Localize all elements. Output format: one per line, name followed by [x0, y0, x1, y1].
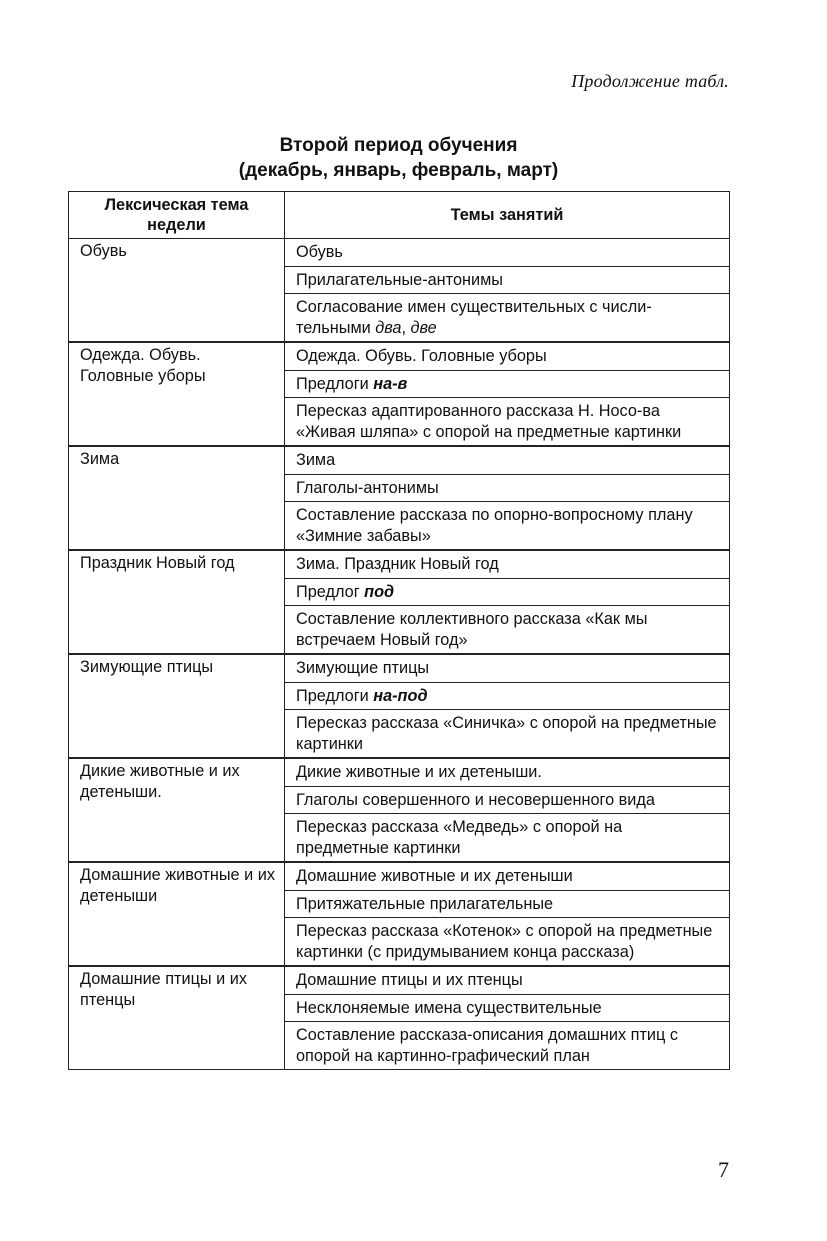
continuation-label: Продолжение табл. [571, 71, 729, 91]
page-number: 7 [718, 1157, 729, 1182]
lesson-cell: Составление рассказа-описания домашних птиц с опорой на картинно-графический план [285, 1022, 730, 1070]
theme-cell: Обувь [69, 239, 285, 343]
lesson-cell [285, 682, 730, 710]
lesson-cell: Одежда. Обувь. Головные уборы [285, 342, 730, 370]
theme-cell: Домашние птицы и их птенцы [69, 966, 285, 1070]
lesson-emphasis: на-под [373, 686, 428, 705]
table-row [69, 758, 730, 786]
lesson-plan-table [68, 191, 730, 1070]
lesson-cell: Составление рассказа по опорно-вопросному плану «Зимние забавы» [285, 502, 730, 551]
lesson-cell: Пересказ рассказа «Котенок» с опорой на предметные картинки (с придумыванием конца рассказа) [285, 918, 730, 967]
lesson-cell: Домашние животные и их детеныши [285, 862, 730, 890]
lesson-text: Предлоги [296, 686, 374, 705]
theme-cell: Праздник Новый год [69, 550, 285, 654]
table-body [69, 239, 730, 1070]
section-title-line1: Второй период обучения [279, 135, 518, 156]
theme-cell: Дикие животные и их детеныши. [69, 758, 285, 862]
theme-cell: Домашние животные и их детеныши [69, 862, 285, 966]
table-row [69, 446, 730, 474]
theme-cell: Одежда. Обувь. Головные уборы [69, 342, 285, 446]
table-row [69, 342, 730, 370]
theme-cell: Зима [69, 446, 285, 550]
table-row [69, 966, 730, 994]
lesson-emphasis: на-в [373, 374, 408, 393]
lesson-emphasis: под [364, 582, 395, 601]
lesson-cell [285, 294, 730, 343]
lesson-cell [285, 370, 730, 398]
lesson-text: , [401, 318, 411, 337]
lesson-cell: Обувь [285, 239, 730, 267]
lesson-cell: Зима. Праздник Новый год [285, 550, 730, 578]
theme-cell: Зимующие птицы [69, 654, 285, 758]
lesson-cell: Пересказ рассказа «Медведь» с опорой на предметные картинки [285, 814, 730, 863]
lesson-cell: Притяжательные прилагательные [285, 890, 730, 918]
lesson-italic: две [410, 318, 437, 337]
lesson-cell: Составление коллективного рассказа «Как мы встречаем Новый год» [285, 606, 730, 655]
table-row [69, 550, 730, 578]
lesson-cell: Глаголы-антонимы [285, 474, 730, 502]
lesson-cell [285, 578, 730, 606]
table-row [69, 654, 730, 682]
lesson-cell: Прилагательные-антонимы [285, 266, 730, 294]
col-header-lessons: Темы занятий [285, 192, 730, 239]
lesson-cell: Пересказ адаптированного рассказа Н. Носо-ва «Живая шляпа» с опорой на предметные картинки [285, 398, 730, 447]
col-header-theme: Лексическая тема недели [69, 192, 285, 239]
lesson-cell: Зима [285, 446, 730, 474]
lesson-text: Предлоги [296, 374, 374, 393]
lesson-cell: Глаголы совершенного и несовершенного вида [285, 786, 730, 814]
table-row [69, 239, 730, 267]
lesson-text: Предлог [296, 582, 365, 601]
lesson-cell: Домашние птицы и их птенцы [285, 966, 730, 994]
lesson-text: Согласование имен существительных с числи-тельными [296, 298, 652, 337]
lesson-cell: Пересказ рассказа «Синичка» с опорой на предметные картинки [285, 710, 730, 759]
lesson-cell: Зимующие птицы [285, 654, 730, 682]
section-title-line2: (декабрь, январь, февраль, март) [238, 160, 559, 181]
lesson-cell: Несклоняемые имена существительные [285, 994, 730, 1022]
lesson-italic: два [375, 318, 402, 337]
table-row [69, 862, 730, 890]
section-title [0, 133, 797, 183]
table-header-row [69, 192, 730, 239]
lesson-cell: Дикие животные и их детеныши. [285, 758, 730, 786]
